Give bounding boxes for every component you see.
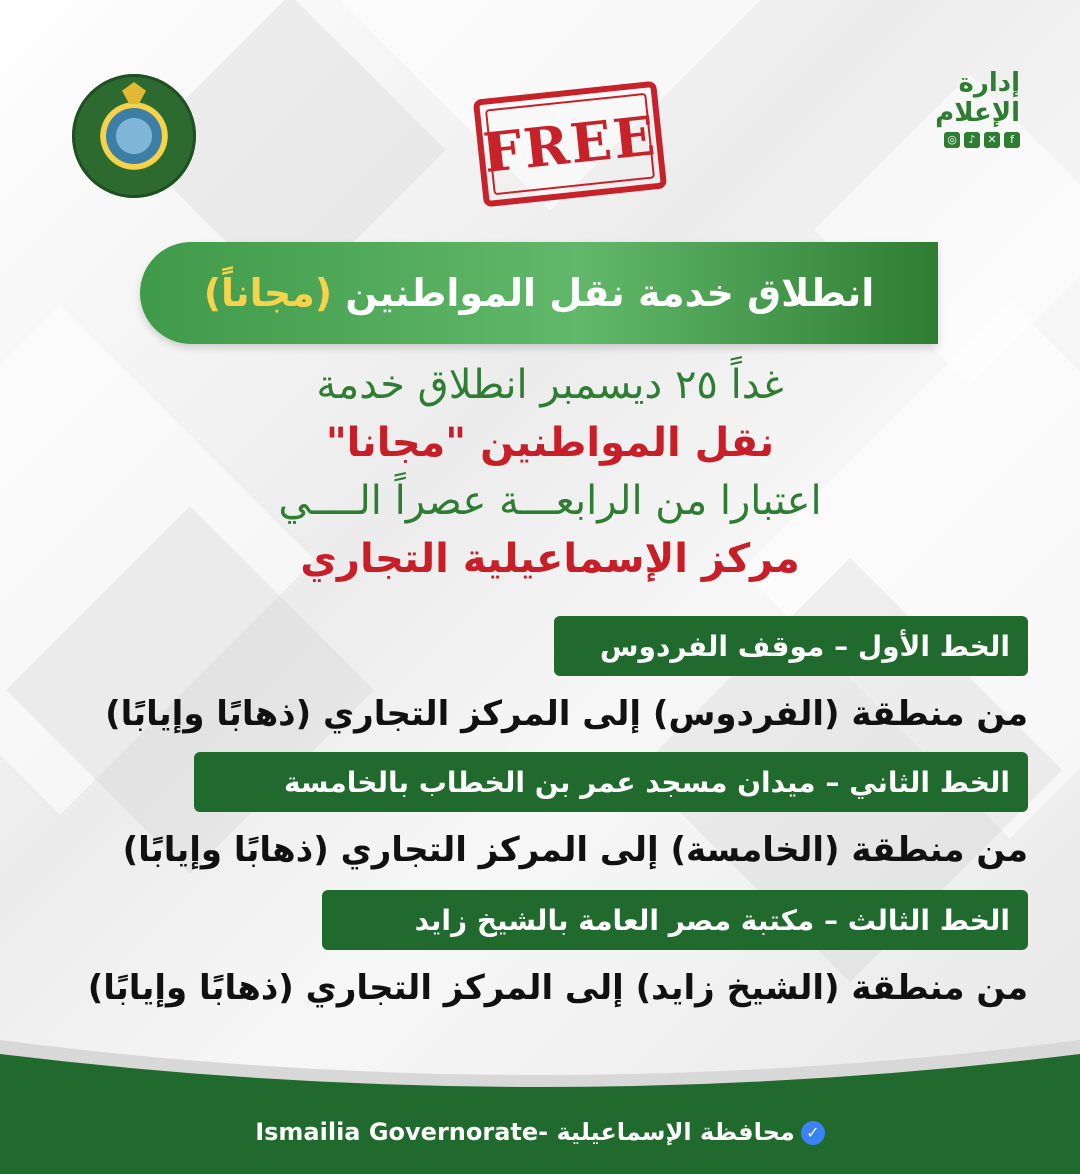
headline-title-main: انطلاق خدمة نقل المواطنين [332,271,875,315]
intro-line-2: نقل المواطنين "مجانا" [325,420,775,466]
social-icons [935,132,1020,148]
footer-text: Ismailia Governorate- محافظة الإسماعيلية [255,1118,795,1146]
free-stamp [473,81,667,208]
instagram-icon: ◎ [944,132,960,148]
media-department-brand [935,68,1020,148]
eagle-emblem-icon [122,82,146,104]
facebook-icon: f [1004,132,1020,148]
line-2-route: من منطقة (الخامسة) إلى المركز التجاري (ذهابًا وإيابًا) [122,830,1028,870]
line-2-title: الخط الثاني – ميدان مسجد عمر بن الخطاب بالخامسة [194,752,1028,812]
governorate-seal-logo [72,74,196,198]
line-1-title: الخط الأول – موقف الفردوس [554,616,1028,676]
footer-wave [0,1040,1080,1174]
headline-title [204,271,875,315]
intro-line-1: غداً ٢٥ ديسمبر انطلاق خدمة [316,362,784,408]
tiktok-icon: ♪ [964,132,980,148]
headline-title-highlight: (مجاناً) [203,271,333,315]
x-icon: ✕ [984,132,1000,148]
intro-line-4: مركز الإسماعيلية التجاري [300,536,800,582]
brand-line-1: إدارة [958,68,1020,98]
line-3-title: الخط الثالث – مكتبة مصر العامة بالشيخ زايد [322,890,1028,950]
seal-center-emblem [106,108,162,164]
free-stamp-text: FREE [480,103,660,185]
footer-caption [0,1118,1080,1146]
line-1-route: من منطقة (الفردوس) إلى المركز التجاري (ذهابًا وإيابًا) [105,694,1028,734]
intro-line-3: اعتبارا من الرابعـــة عصراً الــــي [278,478,822,524]
footer [0,1040,1080,1174]
brand-line-2: الإعلام [935,98,1020,128]
headline-banner [140,242,938,344]
verified-badge-icon: ✓ [801,1121,825,1145]
line-3-route: من منطقة (الشيخ زايد) إلى المركز التجاري (ذهابًا وإيابًا) [87,968,1028,1008]
